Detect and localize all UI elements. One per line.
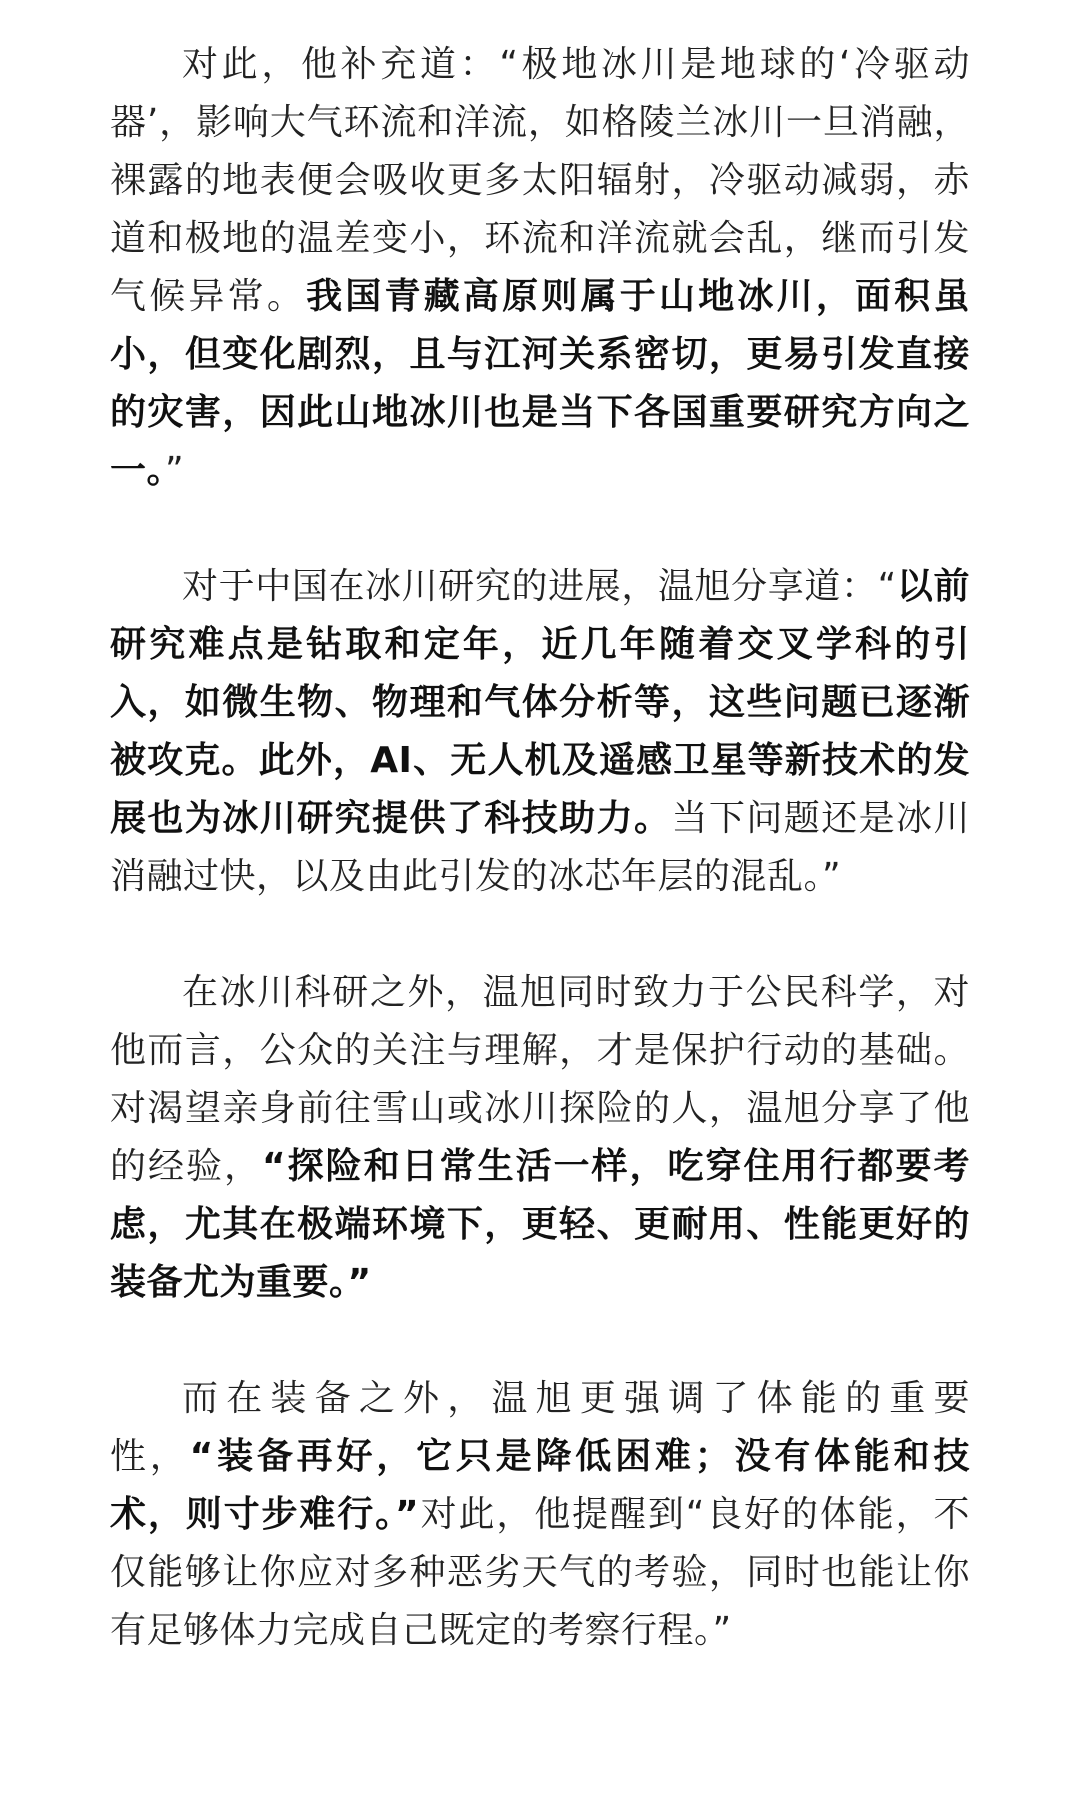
paragraph-4-bold-quote: “装备再好，它只是降低困难；没有体能和技术，则寸步难行。” bbox=[110, 1436, 970, 1535]
paragraph-1-bold-quote: 我国青藏高原则属于山地冰川，面积虽小，但变化剧烈，且与江河关系密切，更易引发直接的灾害，因此山地冰川也是当下各国重要研究方向之一。 bbox=[110, 276, 970, 491]
paragraph-3-text: 在冰川科研之外，温旭同时致力于公民科学，对他而言，公众的关注与理解，才是保护行动的基础。对渴望亲身前往雪山或冰川探险的人，温旭分享了他的经验， bbox=[110, 972, 970, 1187]
article-body bbox=[110, 36, 970, 1718]
paragraph-3-bold-quote: “探险和日常生活一样，吃穿住用行都要考虑，尤其在极端环境下，更轻、更耐用、性能更好的装备尤为重要。” bbox=[110, 1146, 970, 1303]
paragraph-2-text-end: 当下问题还是冰川消融过快，以及由此引发的冰芯年层的混乱。” bbox=[110, 798, 970, 897]
paragraph-4 bbox=[110, 1370, 970, 1660]
paragraph-1 bbox=[110, 36, 970, 500]
paragraph-3 bbox=[110, 964, 970, 1312]
paragraph-2-text: 对于中国在冰川研究的进展，温旭分享道：“ bbox=[182, 566, 897, 607]
paragraph-4-text-end: 对此，他提醒到“良好的体能，不仅能够让你应对多种恶劣天气的考验，同时也能让你有足够体力完成自己既定的考察行程。” bbox=[110, 1494, 970, 1651]
paragraph-1-text: 对此，他补充道：“极地冰川是地球的‘冷驱动器’，影响大气环流和洋流，如格陵兰冰川一旦消融，裸露的地表便会吸收更多太阳辐射，冷驱动减弱，赤道和极地的温差变小，环流和洋流就会乱，继而引发气候异常。 bbox=[110, 44, 970, 317]
paragraph-2 bbox=[110, 558, 970, 906]
paragraph-2-bold-quote: 以前研究难点是钻取和定年，近几年随着交叉学科的引入，如微生物、物理和气体分析等，这些问题已逐渐被攻克。此外，AI、无人机及遥感卫星等新技术的发展也为冰川研究提供了科技助力。 bbox=[110, 566, 970, 839]
paragraph-1-closing-quote: ” bbox=[165, 450, 185, 491]
paragraph-4-text: 而在装备之外，温旭更强调了体能的重要性， bbox=[110, 1378, 970, 1477]
